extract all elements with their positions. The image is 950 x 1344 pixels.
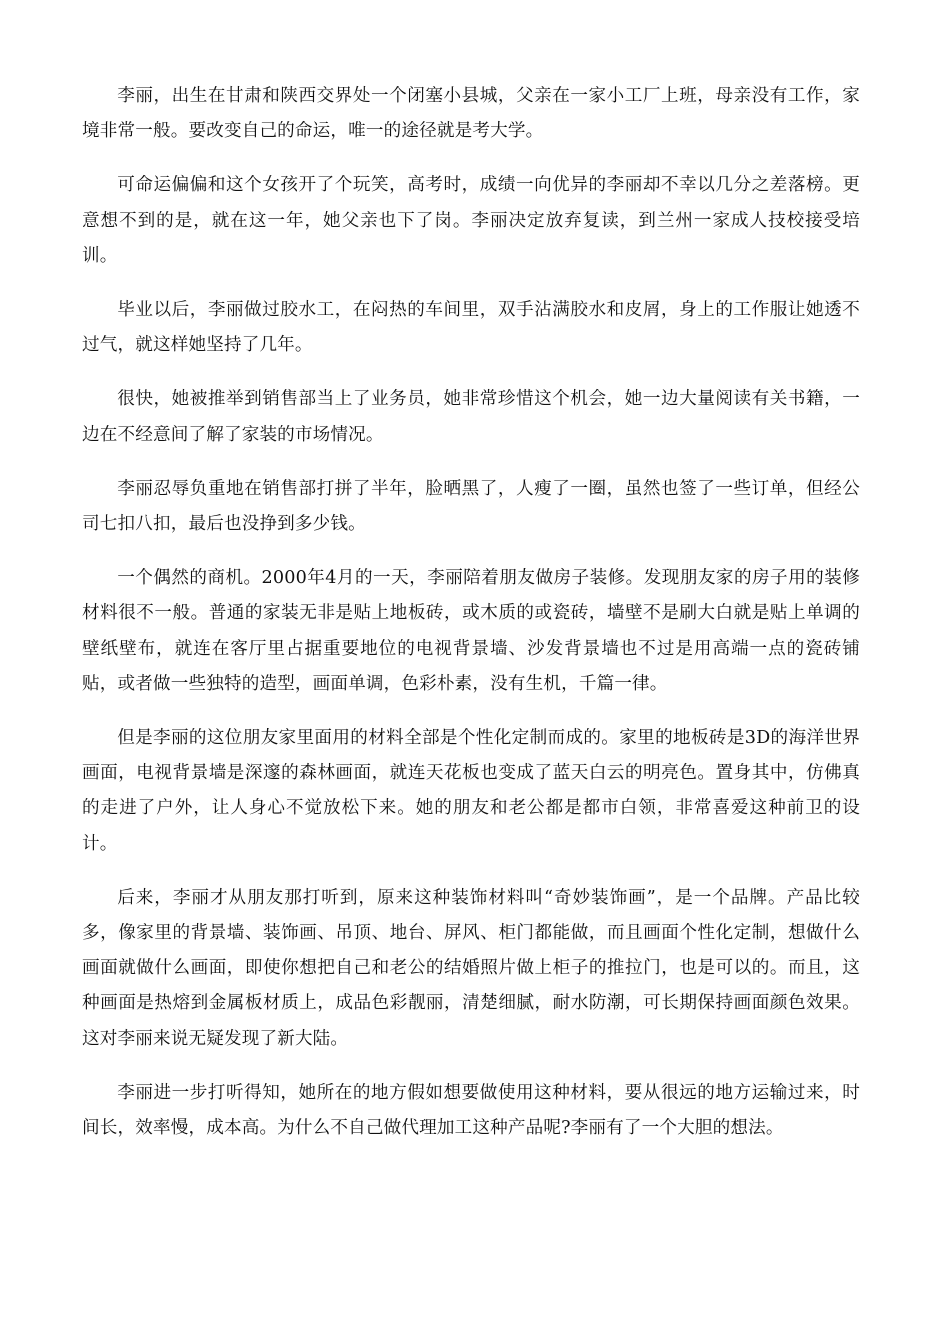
document-body [82,79,860,1165]
paragraph-1: 李丽，出生在甘肃和陕西交界处一个闭塞小县城，父亲在一家小工厂上班，母亲没有工作，家境非常一般。要改变自己的命运，唯一的途径就是考大学。 [82,86,860,142]
paragraph-7: 但是李丽的这位朋友家里面用的材料全部是个性化定制而成的。家里的地板砖是3D的海洋世界画面，电视背景墙是深邃的森林画面，就连天花板也变成了蓝天白云的明亮色。置身其中，仿佛真的走进了户外，让人身心不觉放松下来。她的朋友和老公都是都市白领，非常喜爱这种前卫的设计。 [82,728,860,854]
paragraph-6: 一个偶然的商机。2000年4月的一天，李丽陪着朋友做房子装修。发现朋友家的房子用的装修材料很不一般。普通的家装无非是贴上地板砖，或木质的或瓷砖，墙壁不是刷大白就是贴上单调的壁纸壁布，就连在客厅里占据重要地位的电视背景墙、沙发背景墙也不过是用高端一点的瓷砖铺贴，或者做一些独特的造型，画面单调，色彩朴素，没有生机，千篇一律。 [82,568,860,694]
paragraph-2: 可命运偏偏和这个女孩开了个玩笑，高考时，成绩一向优异的李丽却不幸以几分之差落榜。更意想不到的是，就在这一年，她父亲也下了岗。李丽决定放弃复读，到兰州一家成人技校接受培训。 [82,175,860,266]
paragraph-3: 毕业以后，李丽做过胶水工，在闷热的车间里，双手沾满胶水和皮屑，身上的工作服让她透不过气，就这样她坚持了几年。 [82,300,860,356]
paragraph-8: 后来，李丽才从朋友那打听到，原来这种装饰材料叫“奇妙装饰画”，是一个品牌。产品比较多，像家里的背景墙、装饰画、吊顶、地台、屏风、柜门都能做，而且画面个性化定制，想做什么画面就做什么画面，即使你想把自己和老公的结婚照片做上柜子的推拉门，也是可以的。而且，这种画面是热熔到金属板材质上，成品色彩靓丽，清楚细腻，耐水防潮，可长期保持画面颜色效果。这对李丽来说无疑发现了新大陆。 [82,887,860,1049]
paragraph-4: 很快，她被推举到销售部当上了业务员，她非常珍惜这个机会，她一边大量阅读有关书籍，一边在不经意间了解了家装的市场情况。 [82,389,860,445]
paragraph-5: 李丽忍辱负重地在销售部打拼了半年，脸晒黑了，人瘦了一圈，虽然也签了一些订单，但经公司七扣八扣，最后也没挣到多少钱。 [82,478,860,535]
paragraph-9: 李丽进一步打听得知，她所在的地方假如想要做使用这种材料，要从很远的地方运输过来，时间长，效率慢，成本高。为什么不自己做代理加工这种产品呢?李丽有了一个大胆的想法。 [82,1082,860,1139]
